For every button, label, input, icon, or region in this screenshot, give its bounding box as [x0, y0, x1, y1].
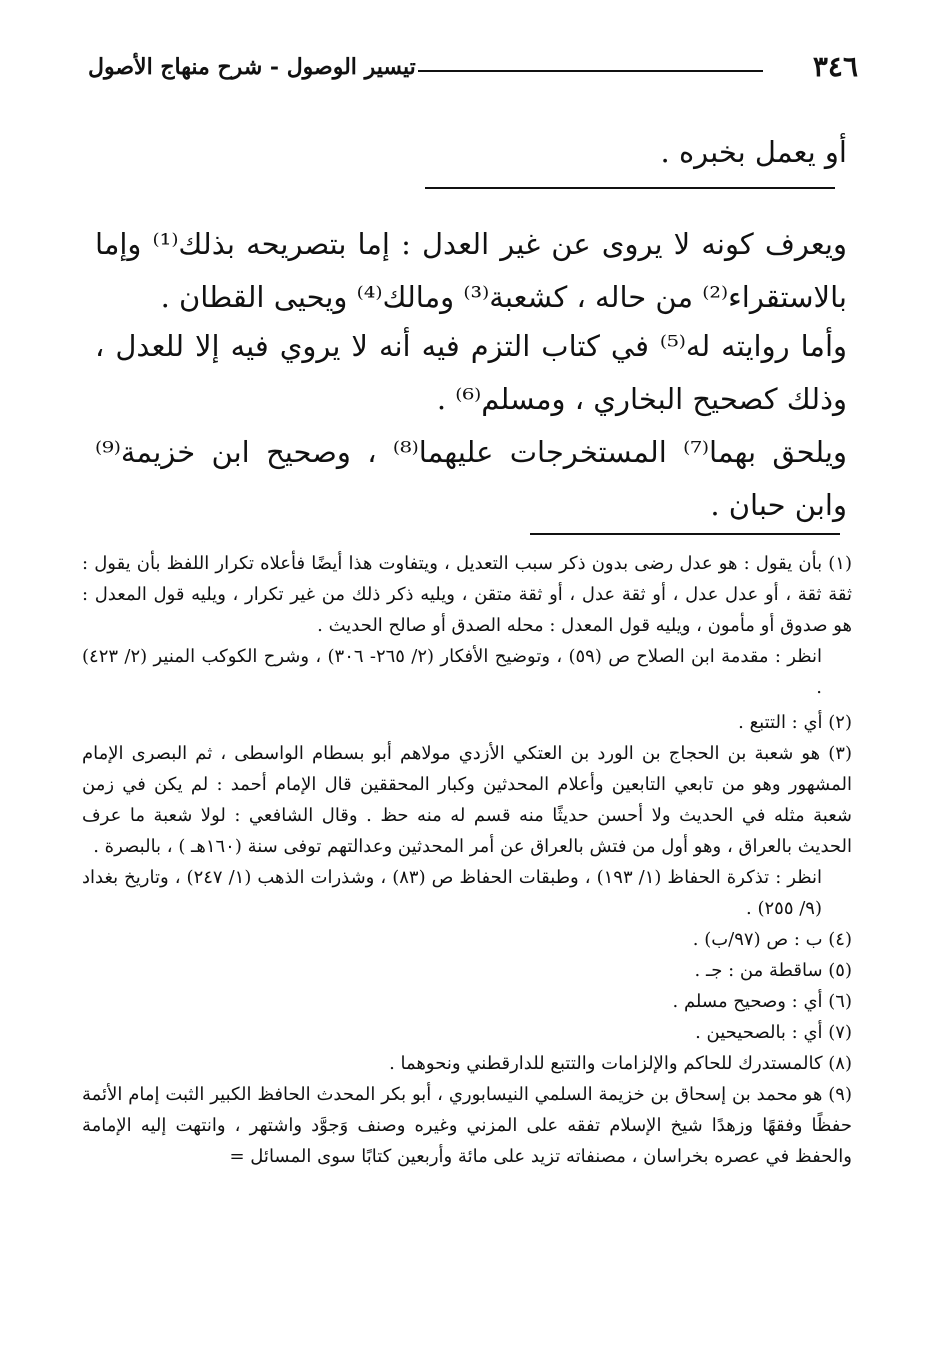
footnote-3: (٣) هو شعبة بن الحجاج بن الورد بن العتكي الأزدي مولاهم أبو بسطام الواسطى ، ثم البصرى الإمام المشهور وهو من تابعي التابعين وأعلام المحدثين وكبار المحققين قال الإمام أحمد : لم يكن في زمن شعبة مثله في الحديث ولا أحسن حديثًا منه قسم له منه حظ . وقال الشافعي : لولا شعبة ما عرف الحديث بالعراق ، وهو أول من فتش بالعراق عن أمر المحدثين وعدالتهم توفى سنة (١٦٠هـ ) ، بالبصرة . [82, 743, 852, 857]
main-text-line [95, 126, 847, 179]
footnotes [82, 548, 852, 1172]
paragraph-1 [95, 218, 847, 324]
footnote-8: (٨) كالمستدرك للحاكم والإلزامات والتتبع للدارقطني ونحوهما . [389, 1053, 852, 1074]
opening-line: أو يعمل بخبره . [660, 135, 847, 169]
running-title: تيسير الوصول - شرح منهاج الأصول [88, 54, 416, 80]
footnote-3-references: انظر : تذكرة الحفاظ (١/ ١٩٣) ، وطبقات الحفاظ ص (٨٣) ، وشذرات الذهب (١/ ٢٤٧) ، وتاريخ بغداد (٩/ ٢٥٥) . [82, 867, 822, 919]
footnote-7: (٧) أي : بالصحيحين . [695, 1022, 852, 1043]
paragraph-2 [95, 320, 847, 426]
footnote-1-references: انظر : مقدمة ابن الصلاح ص (٥٩) ، وتوضيح الأفكار (٢/ ٢٦٥- ٣٠٦) ، وشرح الكوكب المنير (٢/ ٤٢٣) . [82, 646, 822, 698]
footnote-2: (٢) أي : التتبع . [738, 712, 852, 733]
header-rule [418, 70, 763, 72]
paragraph-1-text: ويعرف كونه لا يروى عن غير العدل : إما بتصريحه بذلك⁽¹⁾ وإما بالاستقراء⁽²⁾ من حاله ، كشعبة⁽³⁾ ومالك⁽⁴⁾ ويحيى القطان . [95, 227, 847, 314]
footnote-9: (٩) هو محمد بن إسحاق بن خزيمة السلمي النيسابوري ، أبو بكر المحدث الحافظ الكبير الثبت إمام الأئمة حفظًا وفقهًا وزهدًا شيخ الإسلام تفقه على المزني وغيره وصنف وَجوَّد واشتهر ، وانتهت إليه الإمامة والحفظ في عصره بخراسان ، مصنفاته تزيد على مائة وأربعين كتابًا سوى المسائل = [82, 1084, 852, 1167]
paragraph-2-text: وأما روايته له⁽⁵⁾ في كتاب التزم فيه أنه لا يروي فيه إلا للعدل ، وذلك كصحيح البخاري ، ومسلم⁽⁶⁾ . [95, 329, 848, 416]
paragraph-3-text: ويلحق بهما⁽⁷⁾ المستخرجات عليهما⁽⁸⁾ ، وصحيح ابن خزيمة⁽⁹⁾ وابن حبان . [95, 435, 847, 522]
footnote-4: (٤) ب : ص (٩٧/ب) . [692, 929, 852, 950]
section-rule [425, 187, 835, 189]
footnote-separator [530, 533, 840, 535]
paragraph-3 [95, 426, 847, 532]
page-header [88, 50, 858, 94]
footnote-1: (١) بأن يقول : هو عدل رضى بدون ذكر سبب التعديل ، ويتفاوت هذا أيضًا فأعلاه تكرار اللفظ بأن يقول : ثقة ثقة ، أو عدل عدل ، أو ثقة عدل ، أو ثقة متقن ، ويليه ذكر ذلك من غير تكرار ، ويليه قول المعدل : هو صدوق أو مأمون ، ويليه قول المعدل : محله الصدق أو صالح الحديث . [82, 553, 852, 636]
page-number: ٣٤٦ [812, 50, 858, 83]
footnote-6: (٦) أي : وصحيح مسلم . [672, 991, 852, 1012]
footnote-5: (٥) ساقطة من : جـ . [694, 960, 852, 981]
